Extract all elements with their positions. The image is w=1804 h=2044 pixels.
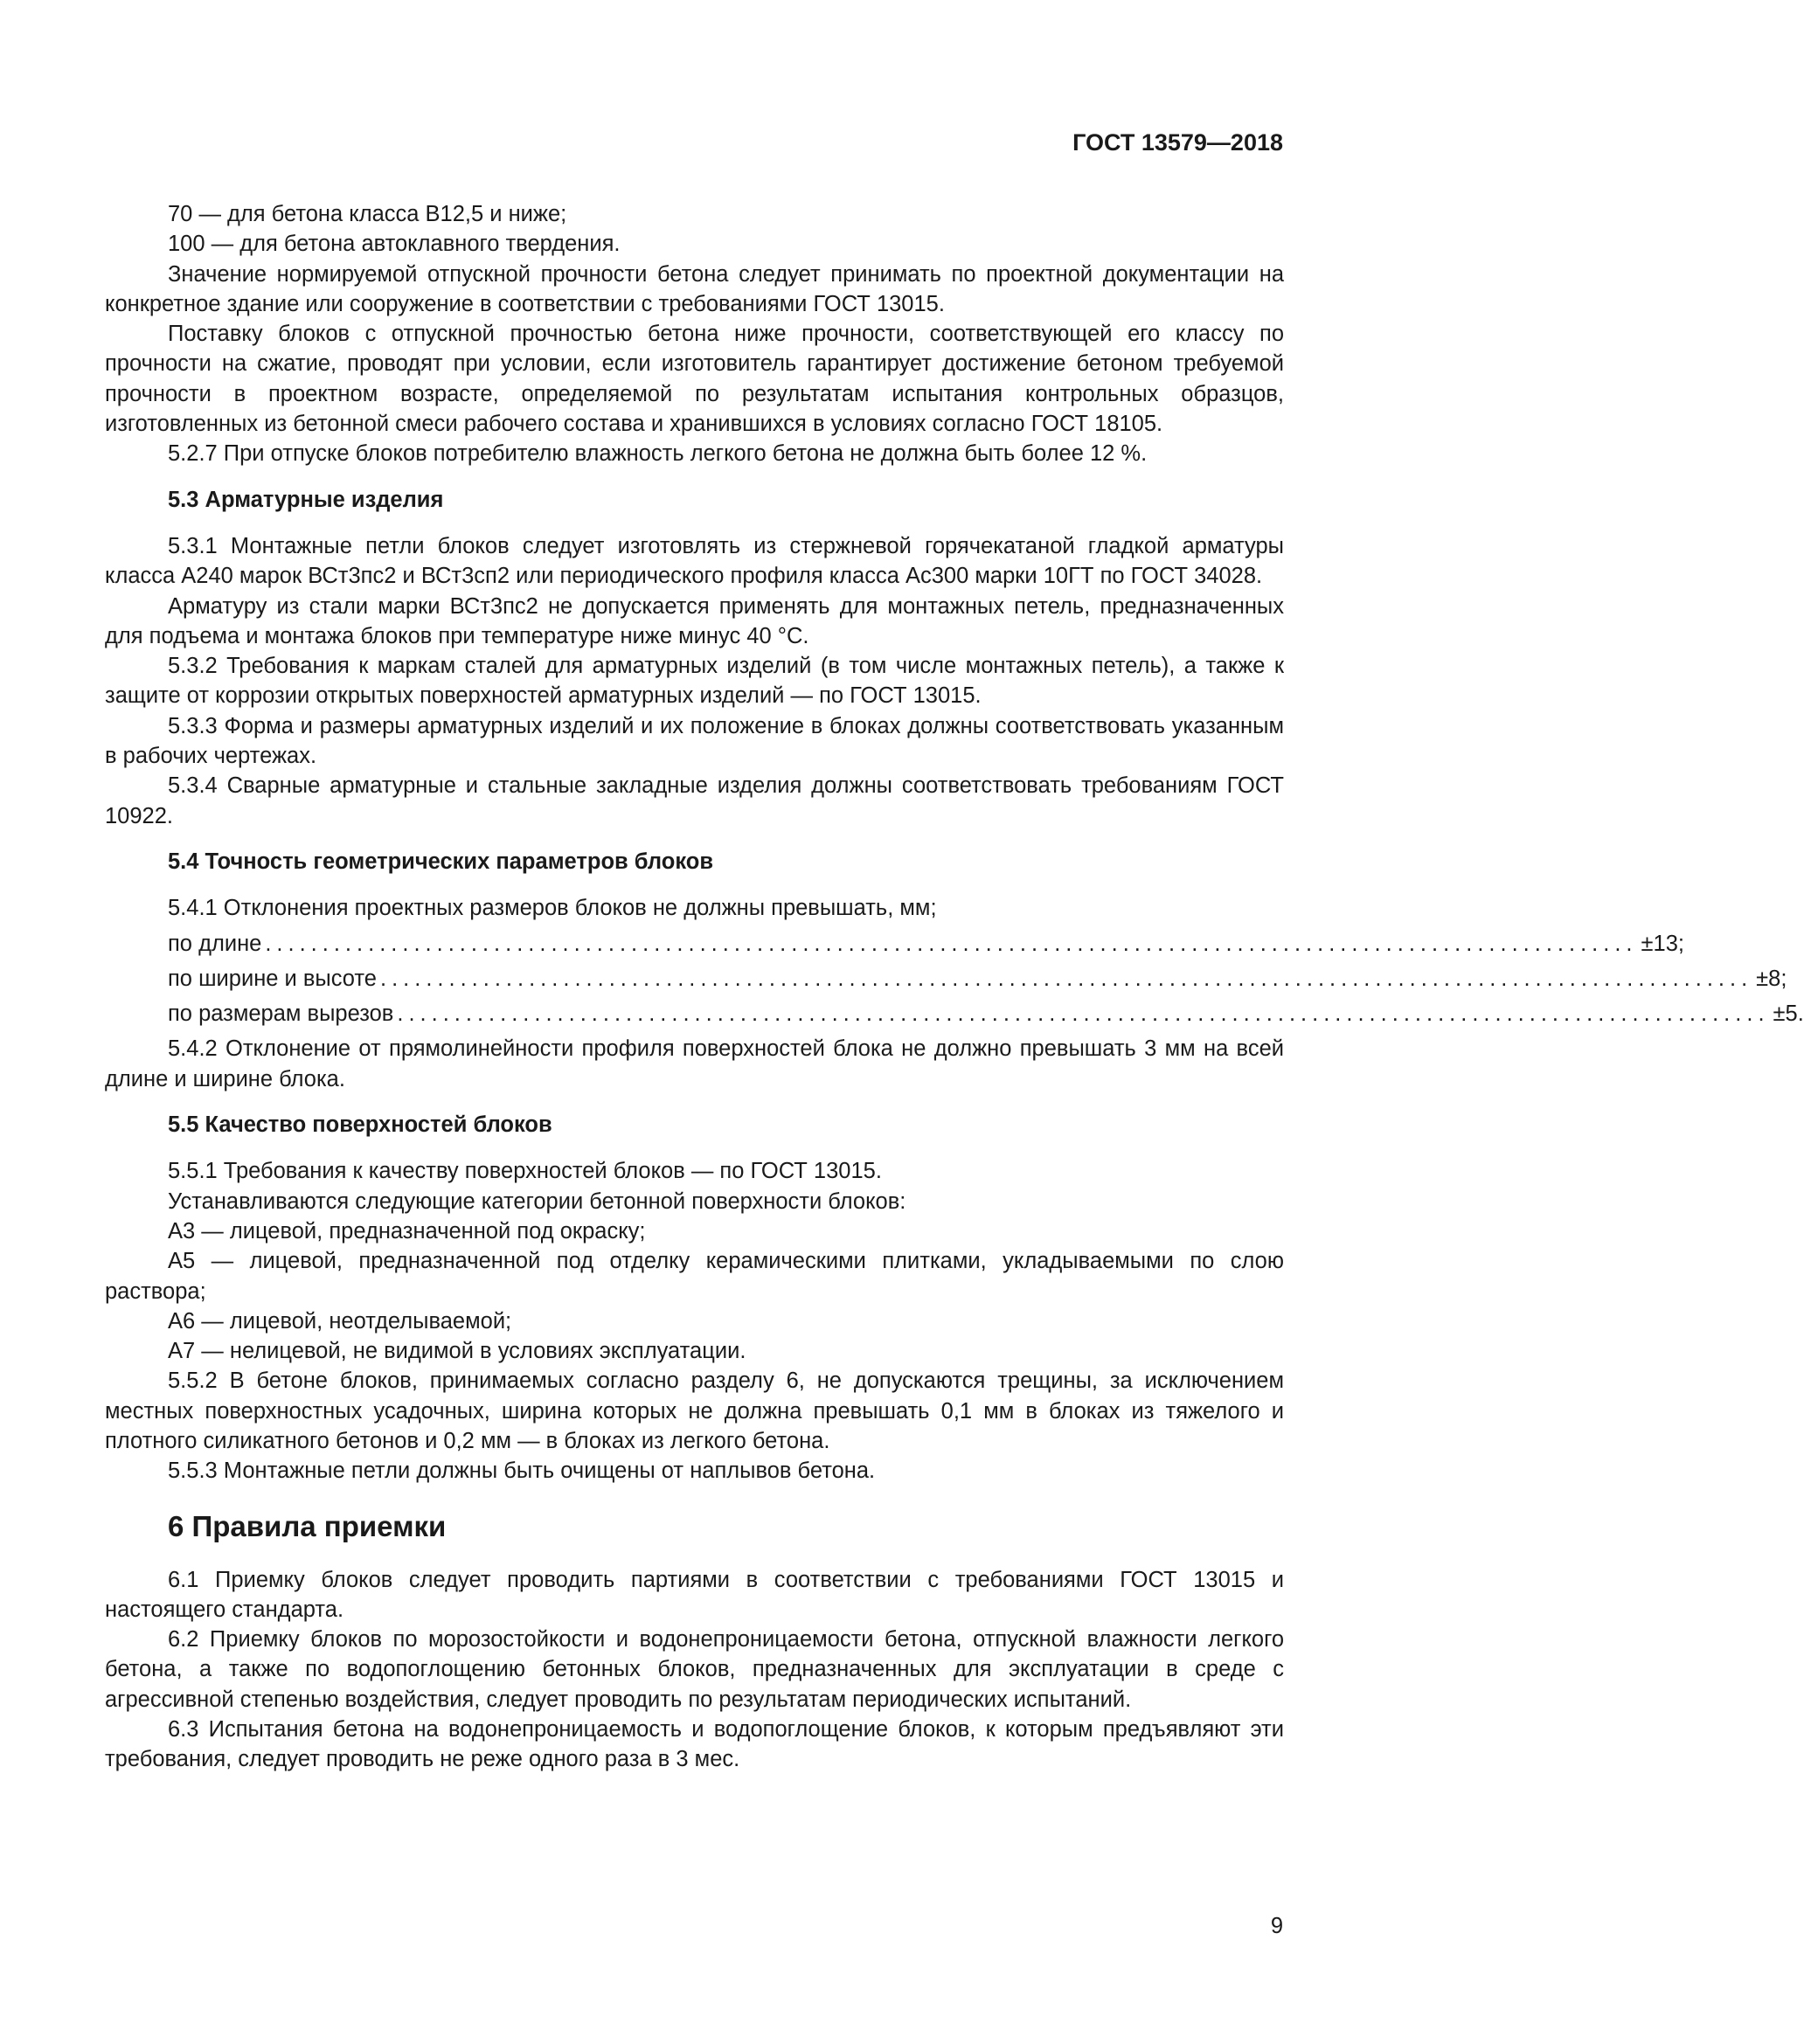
tolerance-label: по ширине и высоте [168, 966, 377, 991]
paragraph: Поставку блоков с отпускной прочностью бетона ниже прочности, соответствующей его классу по прочности на сжатие, проводят при условии, если изготовитель гарантирует достижение бетоном требуемой прочности в проектном возрасте, определяемой по результатам испытания контрольных образцов, изготовленных из бетонной смеси рабочего состава и хранившихся в условиях согласно ГОСТ 18105. [105, 322, 1284, 437]
document-header: ГОСТ 13579—2018 [1072, 129, 1283, 156]
paragraph: А7 — нелицевой, не видимой в условиях эксплуатации. [168, 1339, 746, 1364]
leader-dots: ........................................................................................................................ [380, 966, 1753, 991]
tolerance-label: по длине [168, 931, 262, 956]
paragraph: 100 — для бетона автоклавного твердения. [168, 232, 621, 257]
paragraph: А5 — лицевой, предназначенной под отделку керамическими плитками, укладываемыми по слою раствора; [105, 1249, 1284, 1304]
tolerance-value: ±8; [1756, 966, 1787, 991]
tolerance-row [168, 999, 1804, 1029]
paragraph: 6.1 Приемку блоков следует проводить партиями в соответствии с требованиями ГОСТ 13015 и настоящего стандарта. [105, 1567, 1284, 1622]
section-heading-5-4: 5.4 Точность геометрических параметров блоков [168, 849, 714, 874]
page-number: 9 [1270, 1914, 1283, 1938]
paragraph: А6 — лицевой, неотделываемой; [168, 1308, 512, 1334]
paragraph: Арматуру из стали марки ВСт3пс2 не допускается применять для монтажных петель, предназначенных для подъема и монтажа блоков при температуре ниже минус 40 °С. [105, 593, 1284, 648]
paragraph: 5.5.1 Требования к качеству поверхностей блоков — по ГОСТ 13015. [168, 1159, 882, 1184]
section-heading-5-5: 5.5 Качество поверхностей блоков [168, 1112, 552, 1138]
paragraph: 6.3 Испытания бетона на водонепроницаемость и водопоглощение блоков, к которым предъявляют эти требования, следует проводить не реже одного раза в 3 мес. [105, 1717, 1284, 1772]
paragraph: 5.5.2 В бетоне блоков, принимаемых согласно разделу 6, не допускаются трещины, за исключением местных поверхностных усадочных, ширина которых не должна превышать 0,1 мм в блоках из тяжелого и плотного силикатного бетонов и 0,2 мм — в блоках из легкого бетона. [105, 1368, 1284, 1453]
paragraph: 5.3.2 Требования к маркам сталей для арматурных изделий (в том числе монтажных петель), а также к защите от коррозии открытых поверхностей арматурных изделий — по ГОСТ 13015. [105, 654, 1284, 709]
tolerance-value: ±13; [1641, 931, 1684, 956]
section-heading-6: 6 Правила приемки [168, 1509, 447, 1542]
paragraph: А3 — лицевой, предназначенной под окраску; [168, 1218, 646, 1244]
paragraph: 5.4.1 Отклонения проектных размеров блоков не должны превышать, мм; [168, 896, 937, 921]
tolerance-row [168, 929, 1684, 959]
paragraph: 5.3.3 Форма и размеры арматурных изделий и их положение в блоках должны соответствовать указанным в рабочих чертежах. [105, 713, 1284, 769]
tolerance-label: по размерам вырезов [168, 1001, 394, 1027]
tolerance-value: ±5. [1773, 1001, 1804, 1027]
paragraph: 70 — для бетона класса В12,5 и ниже; [168, 202, 567, 226]
tolerance-row [168, 964, 1787, 994]
paragraph: Устанавливаются следующие категории бетонной поверхности блоков: [168, 1188, 906, 1214]
leader-dots: ........................................................................................................................ [397, 1001, 1770, 1027]
paragraph: 5.5.3 Монтажные петли должны быть очищены от наплывов бетона. [168, 1459, 876, 1484]
paragraph: 5.3.1 Монтажные петли блоков следует изготовлять из стержневой горячекатаной гладкой арматуры класса А240 марок ВСт3пс2 и ВСт3сп2 или периодического профиля класса Ас300 марки 10ГТ по ГОСТ 34028. [105, 533, 1284, 589]
paragraph: 5.2.7 При отпуске блоков потребителю влажность легкого бетона не должна быть более 12 %. [168, 441, 1148, 467]
document-body [105, 199, 1804, 1775]
section-heading-5-3: 5.3 Арматурные изделия [168, 487, 444, 512]
paragraph: 5.3.4 Сварные арматурные и стальные закладные изделия должны соответствовать требованиям ГОСТ 10922. [105, 773, 1284, 828]
paragraph: Значение нормируемой отпускной прочности бетона следует принимать по проектной документации на конкретное здание или сооружение в соответствии с требованиями ГОСТ 13015. [105, 261, 1284, 316]
leader-dots: ........................................................................................................................ [265, 931, 1638, 956]
paragraph: 5.4.2 Отклонение от прямолинейности профиля поверхностей блока не должно превышать 3 мм на всей длине и ширине блока. [105, 1036, 1284, 1091]
paragraph: 6.2 Приемку блоков по морозостойкости и водонепроницаемости бетона, отпускной влажности легкого бетона, а также по водопоглощению бетонных блоков, предназначенных для эксплуатации в среде с агрессивной степенью воздействия, следует проводить по результатам периодических испытаний. [105, 1627, 1284, 1712]
tolerance-list [105, 929, 1804, 1029]
